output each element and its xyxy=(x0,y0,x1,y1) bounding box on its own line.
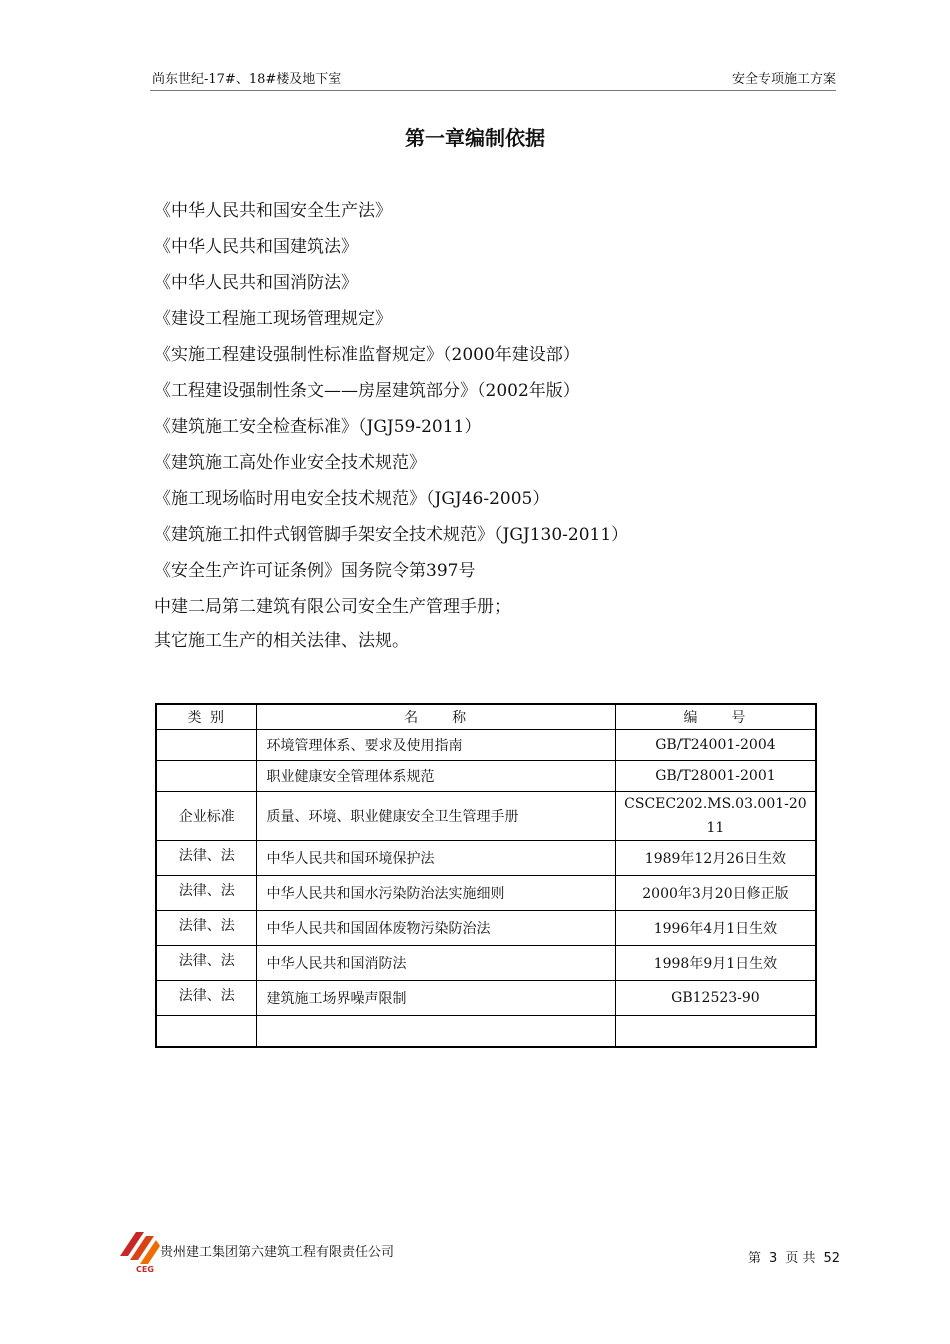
cell-name: 中华人民共和国水污染防治法实施细则 xyxy=(257,876,615,911)
company-logo-icon xyxy=(116,1226,164,1274)
basis-item: 其它施工生产的相关法律、法规。 xyxy=(154,631,409,651)
basis-item: 《建筑施工扣件式钢管脚手架安全技术规范》（JGJ130-2011） xyxy=(154,525,629,545)
table-row xyxy=(156,1016,816,1048)
cell-code: 1998年9月1日生效 xyxy=(615,946,816,981)
cell-code xyxy=(615,1016,816,1048)
table-row xyxy=(156,876,816,911)
page-prefix: 第 xyxy=(748,1251,762,1266)
basis-item: 《施工现场临时用电安全技术规范》（JGJ46-2005） xyxy=(154,489,550,509)
table-row xyxy=(156,761,816,792)
basis-item: 《中华人民共和国消防法》 xyxy=(154,273,358,293)
cell-code: GB12523-90 xyxy=(615,981,816,1016)
table-row xyxy=(156,911,816,946)
table-row xyxy=(156,730,816,761)
standards-table xyxy=(155,703,817,1048)
page-total: 52 xyxy=(823,1251,840,1266)
basis-item: 中建二局第二建筑有限公司安全生产管理手册； xyxy=(154,597,511,617)
column-header-category: 类 别 xyxy=(156,704,257,730)
cell-category: 法律、法 xyxy=(156,981,257,1016)
basis-item: 《中华人民共和国安全生产法》 xyxy=(154,201,392,221)
cell-code: 2000年3月20日修正版 xyxy=(615,876,816,911)
page-current: 3 xyxy=(769,1251,778,1266)
cell-name: 建筑施工场界噪声限制 xyxy=(257,981,615,1016)
column-header-code: 编 号 xyxy=(615,704,816,730)
cell-category xyxy=(156,761,257,792)
logo-text: CEG xyxy=(136,1265,154,1274)
cell-category xyxy=(156,730,257,761)
basis-item: 《中华人民共和国建筑法》 xyxy=(154,237,358,257)
footer-company-name: 贵州建工集团第六建筑工程有限责任公司 xyxy=(160,1245,395,1260)
cell-name: 环境管理体系、要求及使用指南 xyxy=(257,730,615,761)
header-project-name: 尚东世纪-17#、18#楼及地下室 xyxy=(152,72,342,87)
cell-code: GB/T24001-2004 xyxy=(615,730,816,761)
cell-code: CSCEC202.MS.03.001-2011 xyxy=(615,792,816,841)
cell-category xyxy=(156,1016,257,1048)
cell-code: 1989年12月26日生效 xyxy=(615,841,816,876)
cell-name: 质量、环境、职业健康安全卫生管理手册 xyxy=(257,792,615,841)
cell-category: 企业标准 xyxy=(156,792,257,841)
basis-item: 《实施工程建设强制性标准监督规定》（2000年建设部） xyxy=(154,345,580,365)
table-row xyxy=(156,981,816,1016)
table-row xyxy=(156,841,816,876)
cell-category: 法律、法 xyxy=(156,946,257,981)
cell-category: 法律、法 xyxy=(156,876,257,911)
basis-item: 《工程建设强制性条文——房屋建筑部分》（2002年版） xyxy=(154,381,580,401)
chapter-title: 第一章编制依据 xyxy=(405,126,545,150)
cell-category: 法律、法 xyxy=(156,911,257,946)
cell-name: 中华人民共和国固体废物污染防治法 xyxy=(257,911,615,946)
basis-item: 《建设工程施工现场管理规定》 xyxy=(154,309,392,329)
cell-name xyxy=(257,1016,615,1048)
table-row xyxy=(156,792,816,841)
cell-category: 法律、法 xyxy=(156,841,257,876)
basis-item: 《建筑施工高处作业安全技术规范》 xyxy=(154,453,426,473)
table-row xyxy=(156,946,816,981)
basis-item: 《建筑施工安全检查标准》（JGJ59-2011） xyxy=(154,417,482,437)
header-document-type: 安全专项施工方案 xyxy=(731,72,836,87)
table-header-row xyxy=(156,704,816,730)
cell-name: 中华人民共和国消防法 xyxy=(257,946,615,981)
page-mid: 页 共 xyxy=(785,1251,816,1266)
cell-name: 中华人民共和国环境保护法 xyxy=(257,841,615,876)
column-header-name: 名 称 xyxy=(257,704,615,730)
header-divider xyxy=(150,90,836,91)
basis-list xyxy=(154,196,628,660)
basis-item: 《安全生产许可证条例》国务院令第397号 xyxy=(154,561,476,581)
cell-name: 职业健康安全管理体系规范 xyxy=(257,761,615,792)
page-number xyxy=(744,1247,844,1266)
cell-code: 1996年4月1日生效 xyxy=(615,911,816,946)
cell-code: GB/T28001-2001 xyxy=(615,761,816,792)
